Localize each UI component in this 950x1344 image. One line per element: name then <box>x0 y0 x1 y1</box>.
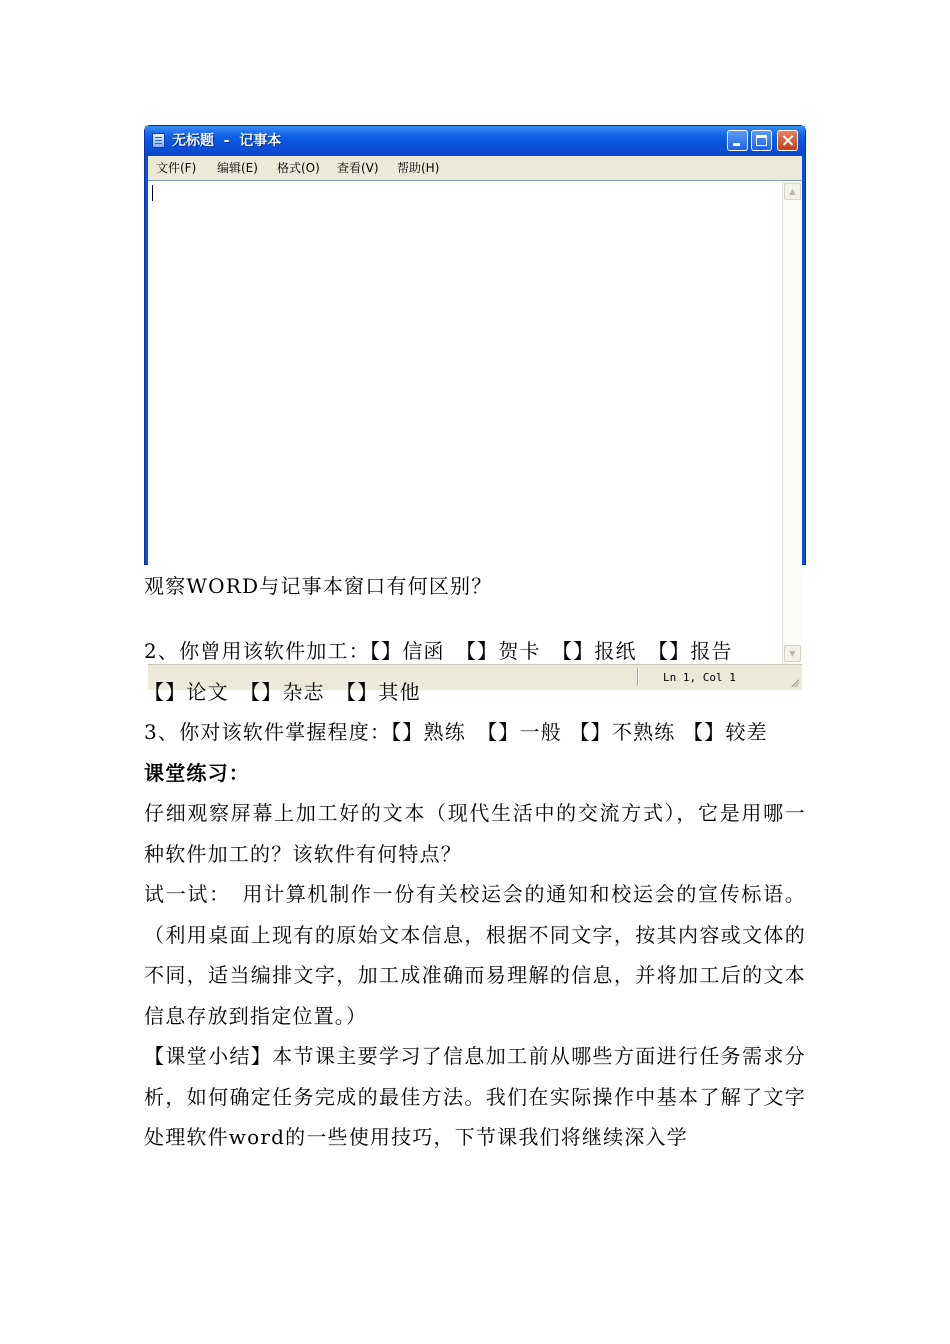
text-caret <box>152 185 153 201</box>
screenshot-caption: 观察WORD与记事本窗口有何区别？ <box>144 574 493 598</box>
document-body <box>144 631 806 1158</box>
notepad-title-bar <box>145 126 805 156</box>
minimize-icon[interactable] <box>727 130 748 151</box>
survey-q3: 3、你对该软件掌握程度：【】熟练 【】一般 【】不熟练 【】较差 <box>144 720 768 744</box>
menu-help[interactable]: 帮助(H) <box>397 161 440 175</box>
menu-file[interactable]: 文件(F) <box>156 161 197 175</box>
notepad-app-icon <box>152 133 165 148</box>
menu-format[interactable]: 格式(O) <box>277 161 320 175</box>
menu-edit[interactable]: 编辑(E) <box>217 161 258 175</box>
exercise-paragraph-2: 试一试： 用计算机制作一份有关校运会的通知和校运会的宣传标语。（利用桌面上现有的原始文本信息，根据不同文字，按其内容或文体的不同，适当编排文字，加工成准确而易理解的信息，并将加工后的文本信息存放到指定位置。） <box>144 882 806 1028</box>
cursor-position: Ln 1, Col 1 <box>663 671 736 684</box>
close-icon[interactable] <box>777 130 798 151</box>
notepad-menu-bar <box>148 156 802 180</box>
exercise-heading: 课堂练习： <box>144 760 250 785</box>
notepad-title: 无标题 - 记事本 <box>172 133 282 149</box>
maximize-icon[interactable] <box>751 130 772 151</box>
survey-q2-line1: 2、你曾用该软件加工：【】信函 【】贺卡 【】报纸 【】报告 <box>144 639 733 663</box>
survey-q2-line2: 【】论文 【】杂志 【】其他 <box>144 679 421 704</box>
summary-paragraph: 【课堂小结】本节课主要学习了信息加工前从哪些方面进行任务需求分析，如何确定任务完成的最佳方法。我们在实际操作中基本了解了文字处理软件word的一些使用技巧，下节课我们将继续深入学 <box>144 1044 806 1149</box>
scroll-down-icon[interactable]: ▼ <box>784 645 801 662</box>
exercise-paragraph-1: 仔细观察屏幕上加工好的文本（现代生活中的交流方式），它是用哪一种软件加工的？该软件有何特点？ <box>144 801 806 866</box>
scroll-up-icon[interactable]: ▲ <box>784 183 801 200</box>
menu-view[interactable]: 查看(V) <box>337 161 379 175</box>
